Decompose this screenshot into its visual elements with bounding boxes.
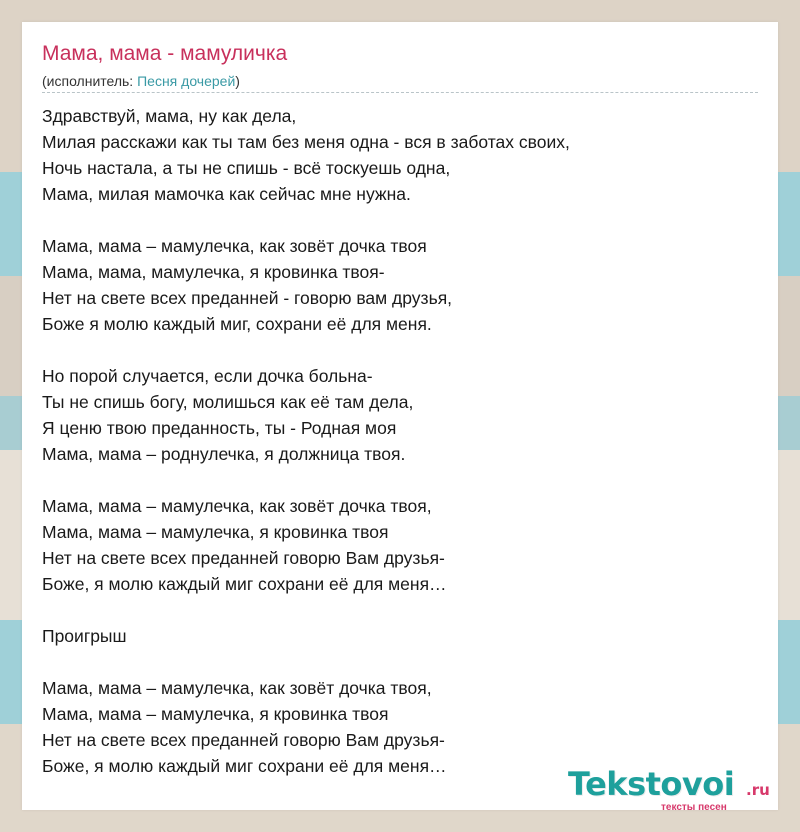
lyrics-card: [22, 22, 778, 813]
site-logo[interactable]: [568, 765, 778, 815]
lyrics-line: Боже я молю каждый миг, сохрани её для меня.: [42, 314, 432, 334]
lyrics-line: [42, 467, 570, 493]
lyrics-line: Я ценю твою преданность, ты - Родная моя: [42, 418, 397, 438]
logo-wordmark: Tekstovoi: [568, 765, 735, 803]
lyrics-line: [42, 337, 570, 363]
artist-prefix: (исполнитель:: [42, 73, 138, 89]
lyrics-line: Но порой случается, если дочка больна-: [42, 366, 373, 386]
lyrics-line: Нет на свете всех преданней - говорю вам друзья,: [42, 288, 453, 308]
artist-link[interactable]: Песня дочерей: [137, 73, 236, 89]
lyrics-line: Мама, мама – мамулечка, как зовёт дочка твоя: [42, 236, 427, 256]
lyrics-line: Боже, я молю каждый миг сохрани её для меня…: [42, 574, 447, 594]
lyrics-line: Мама, мама – мамулечка, как зовёт дочка твоя,: [42, 678, 432, 698]
lyrics-line: [42, 597, 570, 623]
lyrics-line: Мама, мама – мамулечка, я кровинка твоя: [42, 704, 389, 724]
lyrics-line: Проигрыш: [42, 626, 127, 646]
lyrics-line: Мама, мама – роднулечка, я должница твоя.: [42, 444, 406, 464]
logo-domain: .ru: [746, 781, 770, 799]
lyrics-line: Здравствуй, мама, ну как дела,: [42, 106, 297, 126]
divider: [42, 92, 758, 93]
artist-suffix: ): [235, 73, 240, 89]
lyrics-line: Мама, мама – мамулечка, я кровинка твоя: [42, 522, 389, 542]
lyrics-line: Мама, мама – мамулечка, как зовёт дочка твоя,: [42, 496, 432, 516]
artist-line: [42, 73, 240, 89]
lyrics-line: Боже, я молю каждый миг сохрани её для меня…: [42, 756, 447, 776]
lyrics-text: [42, 103, 570, 779]
lyrics-line: Милая расскажи как ты там без меня одна - вся в заботах своих,: [42, 132, 570, 152]
lyrics-line: Нет на свете всех преданней говорю Вам друзья-: [42, 548, 445, 568]
lyrics-line: Ты не спишь богу, молишься как её там дела,: [42, 392, 414, 412]
lyrics-line: [42, 649, 570, 675]
lyrics-line: Нет на свете всех преданней говорю Вам друзья-: [42, 730, 445, 750]
logo-subtitle: тексты песен: [661, 802, 727, 813]
lyrics-line: Мама, милая мамочка как сейчас мне нужна.: [42, 184, 411, 204]
song-title: Мама, мама - мамуличка: [42, 42, 288, 65]
lyrics-line: [42, 207, 570, 233]
lyrics-line: Ночь настала, а ты не спишь - всё тоскуешь одна,: [42, 158, 451, 178]
lyrics-line: Мама, мама, мамулечка, я кровинка твоя-: [42, 262, 385, 282]
